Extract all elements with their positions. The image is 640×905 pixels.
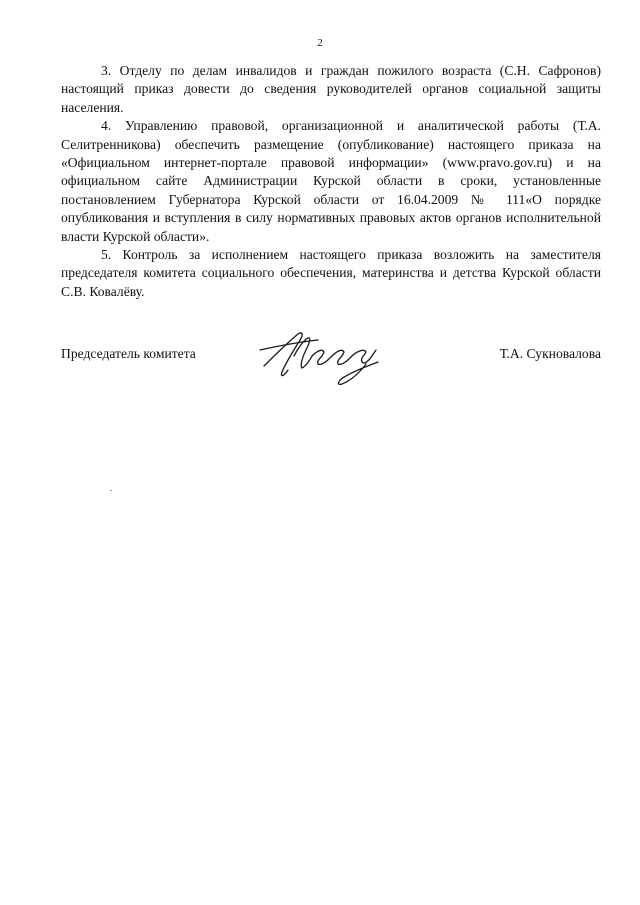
paragraph-4: 4. Управлению правовой, организационной и аналитической работы (Т.А. Селитренникова) обеспечить размещение (опубликование) настоящего приказа на «Официальном интернет-портале правовой информации» (www.pravo.gov.ru) и на официальном сайте Администрации Курской области в сроки, установленные постановлением Губернатора Курской области от 16.04.2009 № 111«О порядке опубликования и вступления в силу нормативных правовых актов органов исполнительной власти Курской области».	[61, 118, 601, 244]
document-body	[61, 62, 601, 301]
signatory-name: Т.А. Сукновалова	[499, 346, 601, 361]
signatory-position: Председатель комитета	[61, 346, 196, 361]
handwritten-signature	[256, 326, 391, 388]
paragraph-5: 5. Контроль за исполнением настоящего приказа возложить на заместителя председателя комитета социального обеспечения, материнства и детства Курской области С.В. Ковалёву.	[61, 247, 601, 299]
paragraph-3: 3. Отделу по делам инвалидов и граждан пожилого возраста (С.Н. Сафронов) настоящий приказ довести до сведения руководителей органов социальной защиты населения.	[61, 63, 601, 115]
page-number: 2	[317, 37, 323, 49]
scan-speck	[110, 490, 112, 491]
signature-block	[61, 338, 601, 388]
